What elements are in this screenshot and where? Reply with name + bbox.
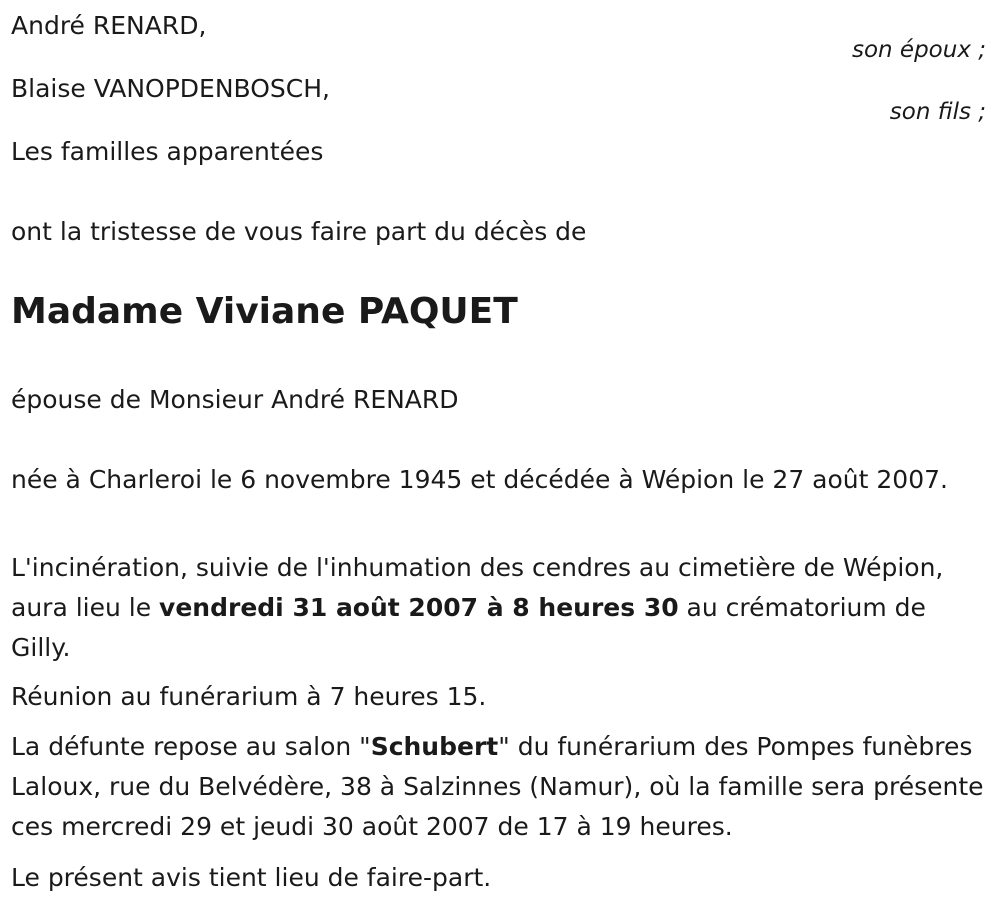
closing-line: Le présent avis tient lieu de faire-part. xyxy=(11,863,492,892)
son-name: Blaise VANOPDENBOSCH, xyxy=(11,74,330,103)
birth-death-paragraph: née à Charleroi le 6 novembre 1945 et décédée à Wépion le 27 août 2007. xyxy=(11,465,948,494)
meeting-line: Réunion au funérarium à 7 heures 15. xyxy=(11,682,487,711)
viewing-paragraph xyxy=(11,727,986,847)
relatives-line: Les familles apparentées xyxy=(11,137,324,166)
ceremony-text-before: L'incinération, suivie de l'inhumation des cendres au cimetière de Wépion, aura lieu le xyxy=(11,553,944,622)
viewing-text-before: La défunte repose au salon " xyxy=(11,732,371,761)
ceremony-text-after: au crématorium de Gilly. xyxy=(11,593,926,662)
salon-name: Schubert xyxy=(370,732,499,761)
deceased-name: Madame Viviane PAQUET xyxy=(11,291,518,332)
ceremony-paragraph xyxy=(11,548,986,668)
ceremony-date: vendredi 31 août 2007 à 8 heures 30 xyxy=(159,593,679,622)
son-role: son fils ; xyxy=(889,99,986,125)
husband-role: son époux ; xyxy=(851,37,986,63)
spouse-line: épouse de Monsieur André RENARD xyxy=(11,385,459,414)
announcement-line: ont la tristesse de vous faire part du décès de xyxy=(11,217,587,246)
viewing-text-after: " du funérarium des Pompes funèbres Laloux, rue du Belvédère, 38 à Salzinnes (Namur), où la famille sera présente ces mercredi 29 et jeudi 30 août 2007 de 17 à 19 heures. xyxy=(11,732,984,841)
husband-name: André RENARD, xyxy=(11,11,207,40)
